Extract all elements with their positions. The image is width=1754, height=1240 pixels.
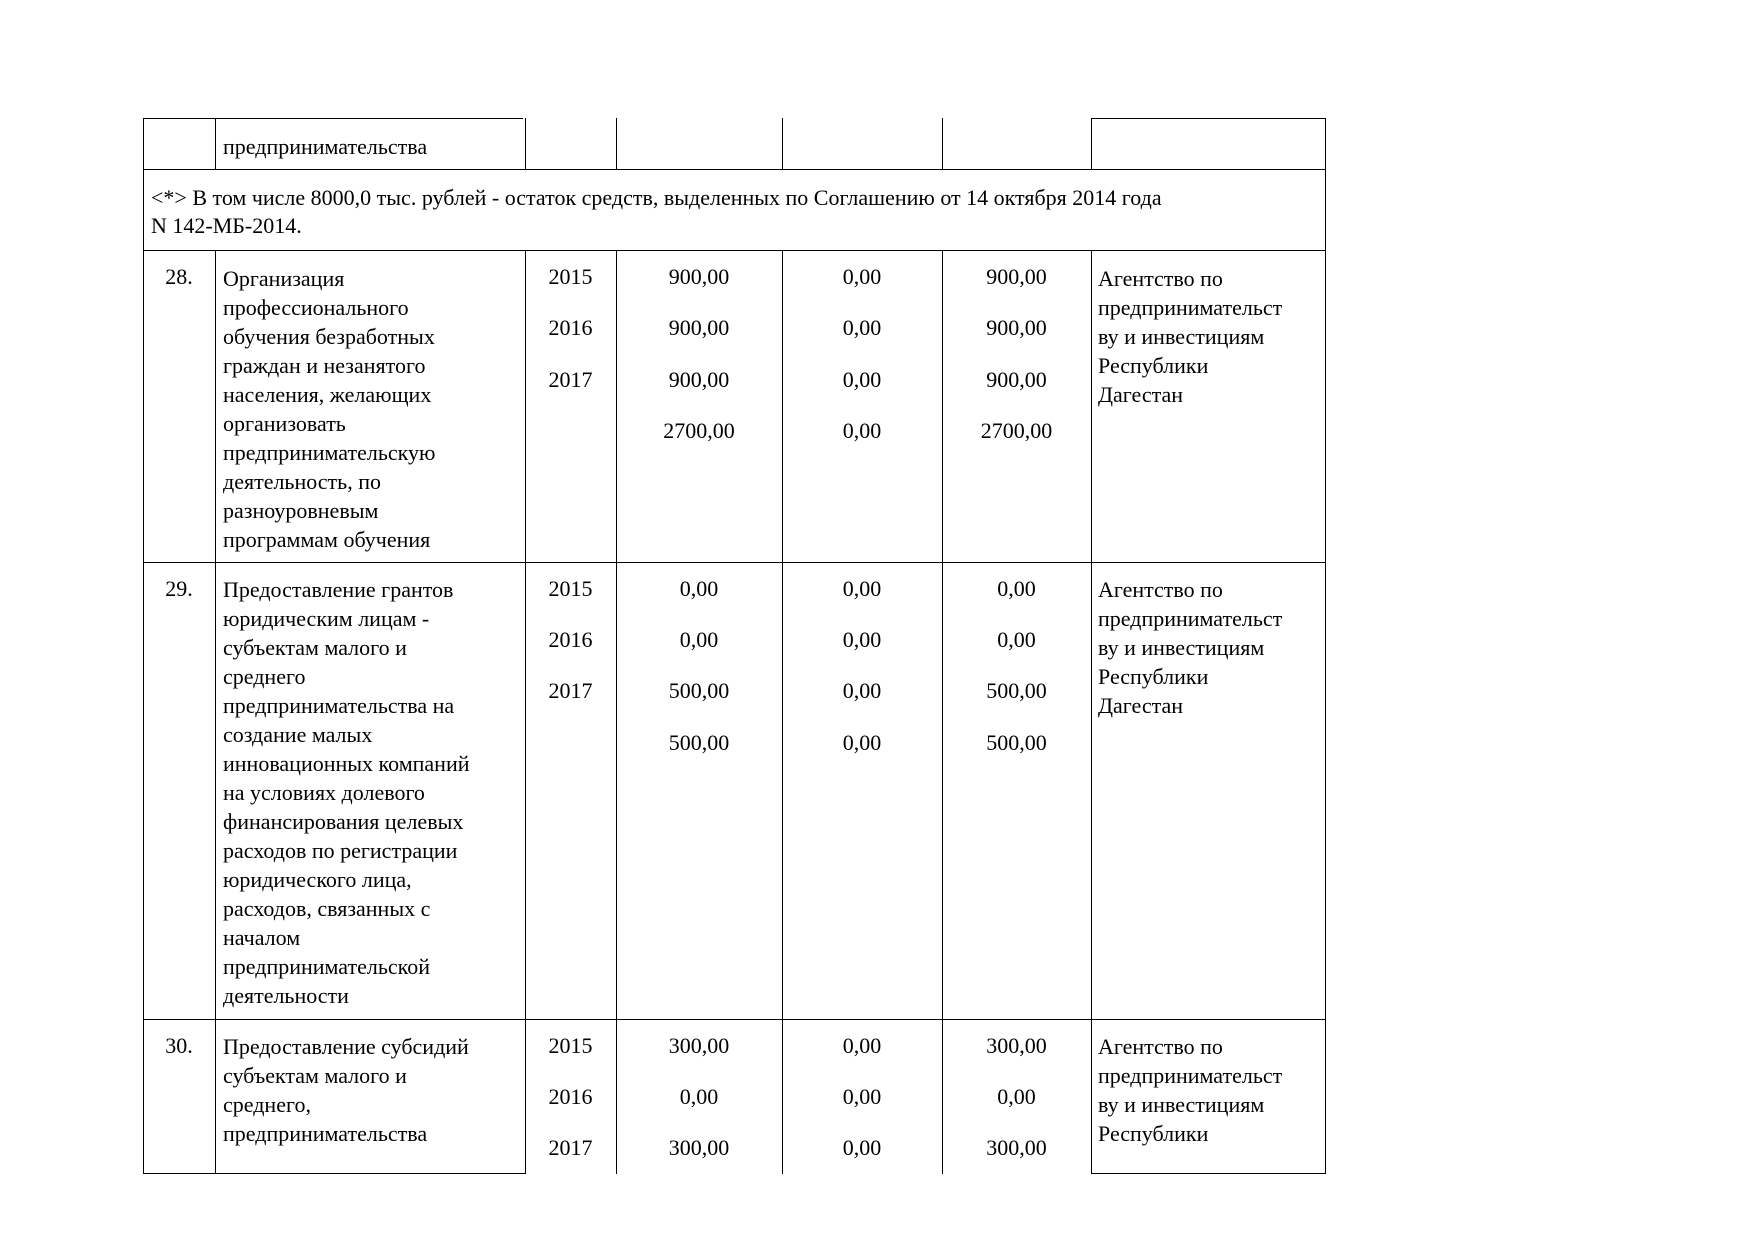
rule-right <box>1325 118 1326 1174</box>
rule-republic-col <box>1091 118 1092 170</box>
footnote-line-1: <*> В том числе 8000,0 тыс. рублей - остаток средств, выделенных по Соглашению от 14 октября 2014 года <box>151 185 1162 210</box>
republic-cell: 2700,00 <box>980 418 1053 443</box>
rule-bottom-right <box>1091 1173 1326 1174</box>
federal-cell: 0,00 <box>842 264 882 289</box>
rule-after-row-28 <box>143 562 1326 563</box>
federal-cell: 0,00 <box>842 627 882 652</box>
total-cell: 0,00 <box>679 627 719 652</box>
total-cell: 500,00 <box>668 730 730 755</box>
federal-cell: 0,00 <box>842 576 882 601</box>
footnote-line-2: N 142-МБ-2014. <box>151 213 302 238</box>
republic-cell: 0,00 <box>997 1084 1036 1109</box>
total-cell: 300,00 <box>668 1135 730 1160</box>
year-cell: 2017 <box>548 678 593 703</box>
rule-top <box>143 118 523 119</box>
top-row-text: предпринимательства <box>223 134 428 159</box>
year-cell: 2016 <box>548 315 593 340</box>
republic-cell: 900,00 <box>986 264 1047 289</box>
executor-cell: Агентство по предпринимательст ву и инвестициям Республики <box>1098 1034 1283 1146</box>
total-cell: 500,00 <box>668 678 730 703</box>
row-description: Предоставление грантов юридическим лицам - субъектам малого и среднего предпринимательства на создание малых инновационных компаний на условиях долевого финансирования целевых расходов по регистрации юридического лица, расходов, связанных с началом предпринимательской деятельности <box>223 577 470 1008</box>
row-description: Организация профессионального обучения безработных граждан и незанятого населения, желающих организовать предпринимательскую деятельность, по разноуровневым программам обучения <box>223 266 436 552</box>
federal-cell: 0,00 <box>842 1084 882 1109</box>
federal-cell: 0,00 <box>842 1135 882 1160</box>
republic-cell: 900,00 <box>986 315 1047 340</box>
row-description: Предоставление субсидий субъектам малого и среднего, предпринимательства <box>223 1034 469 1146</box>
republic-cell: 0,00 <box>997 627 1036 652</box>
year-cell: 2017 <box>548 1135 593 1160</box>
federal-cell: 0,00 <box>842 678 882 703</box>
rule-republic-col <box>1091 250 1092 1174</box>
year-cell: 2017 <box>548 367 593 392</box>
republic-cell: 0,00 <box>997 576 1036 601</box>
republic-cell: 900,00 <box>986 367 1047 392</box>
rule-after-row-29 <box>143 1019 1326 1020</box>
rule-before-footnote <box>143 169 1326 170</box>
federal-cell: 0,00 <box>842 730 882 755</box>
executor-cell: Агентство по предпринимательст ву и инвестициям Республики Дагестан <box>1098 266 1283 407</box>
year-cell: 2015 <box>548 1033 593 1058</box>
year-cell: 2016 <box>548 627 593 652</box>
row-number: 28. <box>165 264 193 289</box>
total-cell: 300,00 <box>668 1033 730 1058</box>
rule-year-col <box>616 118 617 170</box>
rule-num-col <box>215 118 216 170</box>
year-cell: 2016 <box>548 1084 593 1109</box>
rule-num-col <box>215 250 216 1174</box>
rule-bottom <box>143 1173 526 1174</box>
total-cell: 0,00 <box>679 576 719 601</box>
row-number: 30. <box>165 1033 193 1058</box>
rule-top-right <box>1091 118 1326 119</box>
rule-desc-col <box>525 118 526 170</box>
rule-after-footnote <box>143 250 1326 251</box>
total-cell: 2700,00 <box>663 418 735 443</box>
federal-cell: 0,00 <box>842 1033 882 1058</box>
rule-total-col <box>782 118 783 170</box>
year-cell: 2015 <box>548 576 593 601</box>
total-cell: 900,00 <box>668 315 730 340</box>
republic-cell: 300,00 <box>986 1135 1047 1160</box>
total-cell: 0,00 <box>679 1084 719 1109</box>
year-cell: 2015 <box>548 264 593 289</box>
row-number: 29. <box>165 576 193 601</box>
federal-cell: 0,00 <box>842 315 882 340</box>
federal-cell: 0,00 <box>842 367 882 392</box>
republic-cell: 500,00 <box>986 678 1047 703</box>
federal-cell: 0,00 <box>842 418 882 443</box>
total-cell: 900,00 <box>668 367 730 392</box>
rule-federal-col <box>942 118 943 170</box>
total-cell: 900,00 <box>668 264 730 289</box>
executor-cell: Агентство по предпринимательст ву и инвестициям Республики Дагестан <box>1098 577 1283 718</box>
republic-cell: 500,00 <box>986 730 1047 755</box>
republic-cell: 300,00 <box>986 1033 1047 1058</box>
